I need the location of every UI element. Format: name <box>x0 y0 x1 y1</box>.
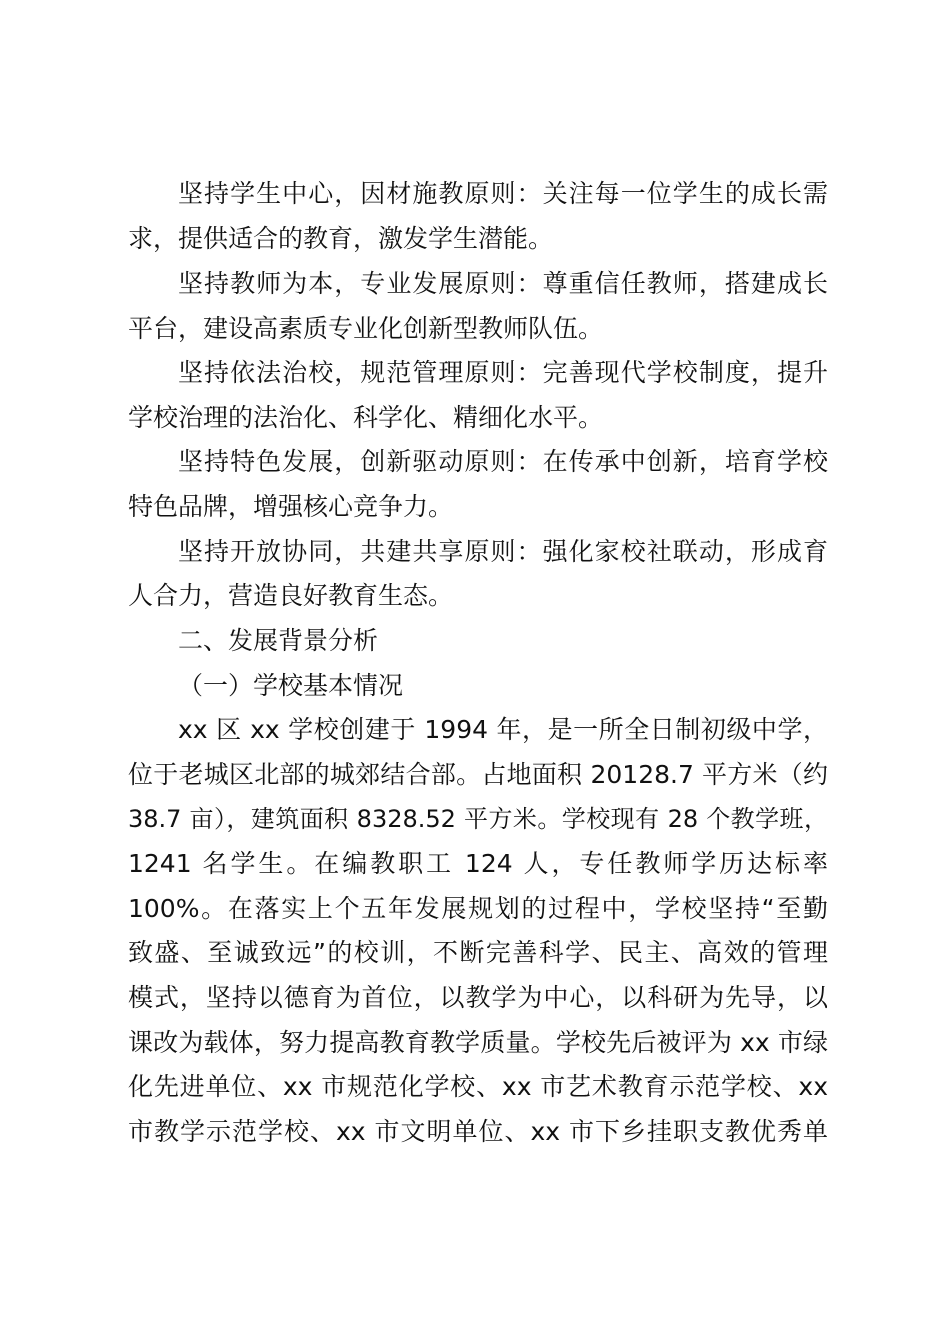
text-line: 坚持开放协同，共建共享原则：强化家校社联动，形成育 <box>178 537 828 566</box>
text-line: 坚持教师为本，专业发展原则：尊重信任教师，搭建成长 <box>178 269 828 298</box>
text-line: 坚持依法治校，规范管理原则：完善现代学校制度，提升 <box>178 358 828 387</box>
text-line: 致盛、至诚致远”的校训，不断完善科学、民主、高效的管理 <box>128 938 828 967</box>
text-line: xx 区 xx 学校创建于 1994 年，是一所全日制初级中学， <box>178 715 828 744</box>
text-line: 人合力，营造良好教育生态。 <box>128 581 454 610</box>
text-line: 课改为载体，努力提高教育教学质量。学校先后被评为 xx 市绿 <box>128 1028 828 1057</box>
text-line: 坚持学生中心，因材施教原则：关注每一位学生的成长需 <box>178 179 828 208</box>
text-line: 学校治理的法治化、科学化、精细化水平。 <box>128 403 604 432</box>
subsection-heading: （一）学校基本情况 <box>178 671 404 700</box>
text-line: 市教学示范学校、xx 市文明单位、xx 市下乡挂职支教优秀单 <box>128 1117 828 1146</box>
text-line: 模式，坚持以德育为首位，以教学为中心，以科研为先导，以 <box>128 983 828 1012</box>
text-line: 100%。在落实上个五年发展规划的过程中，学校坚持“至勤 <box>128 894 828 923</box>
text-line: 特色品牌，增强核心竞争力。 <box>128 492 454 521</box>
text-line: 位于老城区北部的城郊结合部。占地面积 20128.7 平方米（约 <box>128 760 828 789</box>
text-line: 38.7 亩），建筑面积 8328.52 平方米。学校现有 28 个教学班， <box>128 805 828 833</box>
text-line: 坚持特色发展，创新驱动原则：在传承中创新，培育学校 <box>178 447 828 476</box>
text-line: 平台，建设高素质专业化创新型教师队伍。 <box>128 314 604 343</box>
text-line: 1241 名学生。在编教职工 124 人，专任教师学历达标率 <box>128 849 828 878</box>
section-heading: 二、发展背景分析 <box>178 626 379 655</box>
text-line: 求，提供适合的教育，激发学生潜能。 <box>128 224 554 253</box>
text-line: 化先进单位、xx 市规范化学校、xx 市艺术教育示范学校、xx <box>128 1072 828 1101</box>
